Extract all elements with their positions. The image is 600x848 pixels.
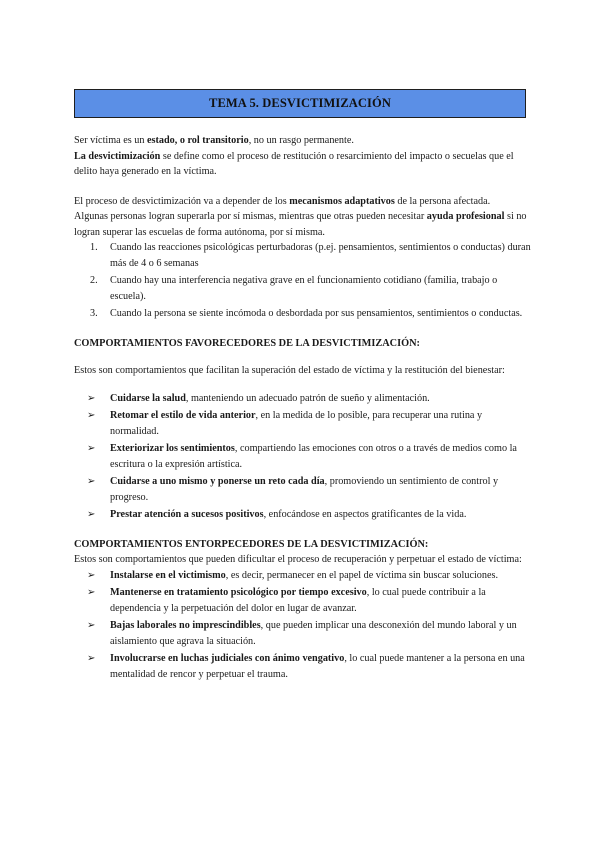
arrow-bullet-icon: ➢ — [87, 443, 96, 454]
list-item: ➢ Cuidarse la salud, manteniendo un adecuado patrón de sueño y alimentación. — [74, 391, 532, 407]
list-item: ➢ Mantenerse en tratamiento psicológico por tiempo excesivo, lo cual puede contribuir a la dependencia y la perpetuación del dolor en lugar de avanzar. — [87, 587, 486, 614]
hindering-heading: COMPORTAMIENTOS ENTORPECEDORES DE LA DESVICTIMIZACIÓN: — [74, 538, 429, 550]
arrow-bullet-icon: ➢ — [87, 509, 96, 520]
list-item: 3. Cuando la persona se siente incómoda o desbordada por sus pensamientos, sentimientos o conductas. — [90, 308, 523, 319]
list-item: 1. Cuando las reacciones psicológicas perturbadoras (p.ej. pensamientos, sentimientos o conductas) duran más de 4 o 6 semanas — [90, 242, 531, 269]
page-title-box — [74, 89, 526, 118]
process-paragraph-1: El proceso de desvictimización va a depender de los mecanismos adaptativos de la persona afectada. — [74, 195, 491, 207]
list-item: 2. Cuando hay una interferencia negativa grave en el funcionamiento cotidiano (familia, trabajo o escuela). — [90, 275, 498, 302]
list-item: ➢ Involucrarse en luchas judiciales con ánimo vengativo, lo cual puede mantener a la persona en una mentalidad de rencor y perpetuar el trauma. — [87, 653, 525, 680]
arrow-bullet-icon: ➢ — [87, 392, 96, 404]
process-paragraph-2: Algunas personas logran superarla por sí mismas, mientras que otras pueden necesitar ayuda profesional si no logran superar las escuelas de forma autónoma, por sí misma. — [74, 211, 527, 238]
document-body — [74, 133, 532, 684]
hindering-intro: Estos son comportamientos que pueden dificultar el proceso de recuperación y perpetuar el estado de víctima: — [74, 554, 522, 565]
list-item: ➢ Exteriorizar los sentimientos, compartiendo las emociones con otros o a través de medios como la escritura o la expresión artística. — [87, 443, 517, 470]
hindering-list — [74, 568, 532, 683]
list-item: ➢ Cuidarse a uno mismo y ponerse un reto cada día, promoviendo un sentimiento de control y progreso. — [87, 476, 499, 503]
favorable-list — [74, 391, 532, 523]
favorable-intro: Estos son comportamientos que facilitan la superación del estado de víctima y la restitución del bienestar: — [74, 365, 505, 376]
intro-paragraph-1: Ser víctima es un estado, o rol transitorio, no un rasgo permanente. — [74, 135, 354, 146]
list-item: ➢ Prestar atención a sucesos positivos, enfocándose en aspectos gratificantes de la vida. — [74, 507, 532, 523]
page-title: TEMA 5. DESVICTIMIZACIÓN — [209, 95, 391, 110]
list-item: ➢ Retomar el estilo de vida anterior, en la medida de lo posible, para recuperar una rutina y normalidad. — [87, 410, 483, 437]
arrow-bullet-icon: ➢ — [87, 653, 96, 664]
arrow-bullet-icon: ➢ — [87, 620, 96, 631]
arrow-bullet-icon: ➢ — [87, 410, 96, 421]
favorable-heading: COMPORTAMIENTOS FAVORECEDORES DE LA DESVICTIMIZACIÓN: — [74, 337, 420, 349]
arrow-bullet-icon: ➢ — [87, 476, 96, 487]
process-list — [74, 240, 532, 322]
arrow-bullet-icon: ➢ — [87, 587, 96, 598]
list-item: ➢ Bajas laborales no imprescindibles, que pueden implicar una desconexión del mundo laboral y un aislamiento que agrava la situación. — [87, 620, 517, 647]
arrow-bullet-icon: ➢ — [87, 569, 96, 581]
intro-paragraph-2: La desvictimización se define como el proceso de restitución o resarcimiento del impacto o secuelas que el delito haya generado en la víctima. — [74, 150, 514, 177]
list-item: ➢ Instalarse en el victimismo, es decir, permanecer en el papel de víctima sin buscar soluciones. — [74, 568, 532, 584]
